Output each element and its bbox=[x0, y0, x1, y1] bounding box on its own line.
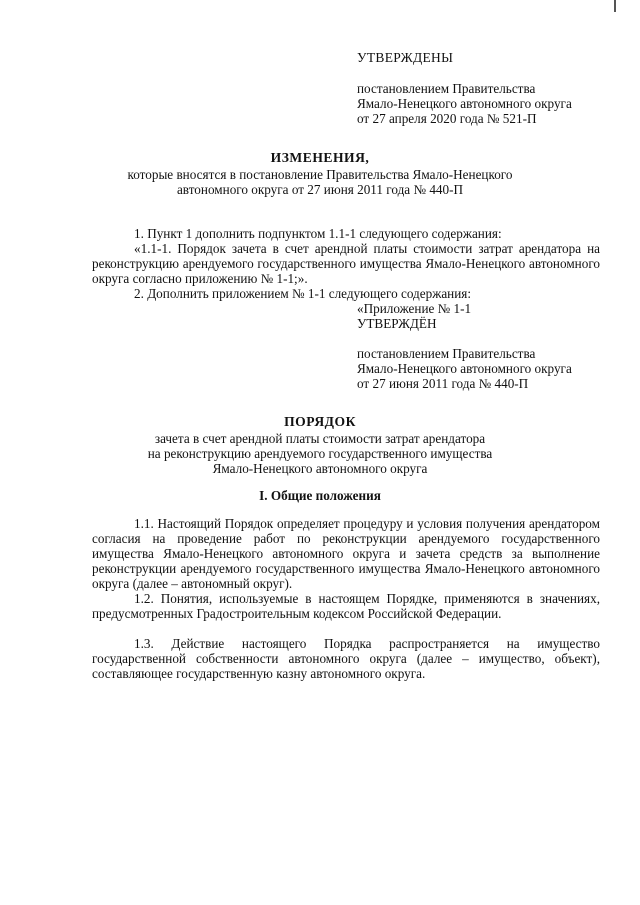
approval-line: постановлением Правительства bbox=[357, 81, 536, 96]
changes-subtitle bbox=[0, 167, 640, 197]
item-1: 1. Пункт 1 дополнить подпунктом 1.1-1 следующего содержания: bbox=[134, 226, 502, 241]
appendix-block bbox=[357, 301, 617, 391]
appendix-line: от 27 июня 2011 года № 440-П bbox=[357, 376, 529, 391]
approval-line: от 27 апреля 2020 года № 521-П bbox=[357, 111, 537, 126]
item-1-text: «1.1-1. Порядок зачета в счет арендной платы стоимости затрат арендатора на реконструкцию арендуемого государственного имущества Ямало-Ненецкого автономного округа согласно приложению № 1-1;». bbox=[92, 241, 600, 286]
order-subtitle-line: Ямало-Ненецкого автономного округа bbox=[212, 461, 428, 476]
appendix-approved: УТВЕРЖДЁН bbox=[357, 316, 437, 331]
paragraph-1-2: 1.2. Понятия, используемые в настоящем Порядке, применяются в значениях, предусмотренных Градостроительным кодексом Российской Федерации. bbox=[92, 591, 600, 621]
approval-line: Ямало-Ненецкого автономного округа bbox=[357, 96, 572, 111]
paragraph-1-1: 1.1. Настоящий Порядок определяет процедуру и условия получения арендатором согласия на проведение работ по реконструкции арендуемого государственного имущества Ямало-Ненецкого автономного округа и зачета средств за выполнение реконструкции арендуемого государственного имущества Ямало-Ненецкого автономного округа (далее – автономный округ). bbox=[92, 516, 600, 591]
approval-block bbox=[357, 50, 627, 126]
approval-heading: УТВЕРЖДЕНЫ bbox=[357, 50, 454, 65]
paragraph-1-3: 1.3. Действие настоящего Порядка распространяется на имущество государственной собственности автономного округа (далее – имущество, объект), составляющее государственную казну автономного округа. bbox=[92, 636, 600, 681]
changes-title: ИЗМЕНЕНИЯ, bbox=[270, 150, 370, 165]
order-subtitle bbox=[0, 431, 640, 476]
section-title: I. Общие положения bbox=[259, 488, 381, 503]
appendix-line: постановлением Правительства bbox=[357, 346, 536, 361]
order-title: ПОРЯДОК bbox=[284, 414, 356, 429]
order-subtitle-line: зачета в счет арендной платы стоимости затрат арендатора bbox=[154, 431, 486, 446]
changes-subtitle-line: автономного округа от 27 июня 2011 года № 440-П bbox=[176, 182, 464, 197]
scan-mark bbox=[614, 0, 616, 12]
changes-subtitle-line: которые вносятся в постановление Правительства Ямало-Ненецкого bbox=[127, 167, 513, 182]
appendix-label: «Приложение № 1-1 bbox=[357, 301, 472, 316]
item-2: 2. Дополнить приложением № 1-1 следующего содержания: bbox=[134, 286, 472, 301]
order-subtitle-line: на реконструкцию арендуемого государственного имущества bbox=[147, 446, 493, 461]
appendix-line: Ямало-Ненецкого автономного округа bbox=[357, 361, 572, 376]
